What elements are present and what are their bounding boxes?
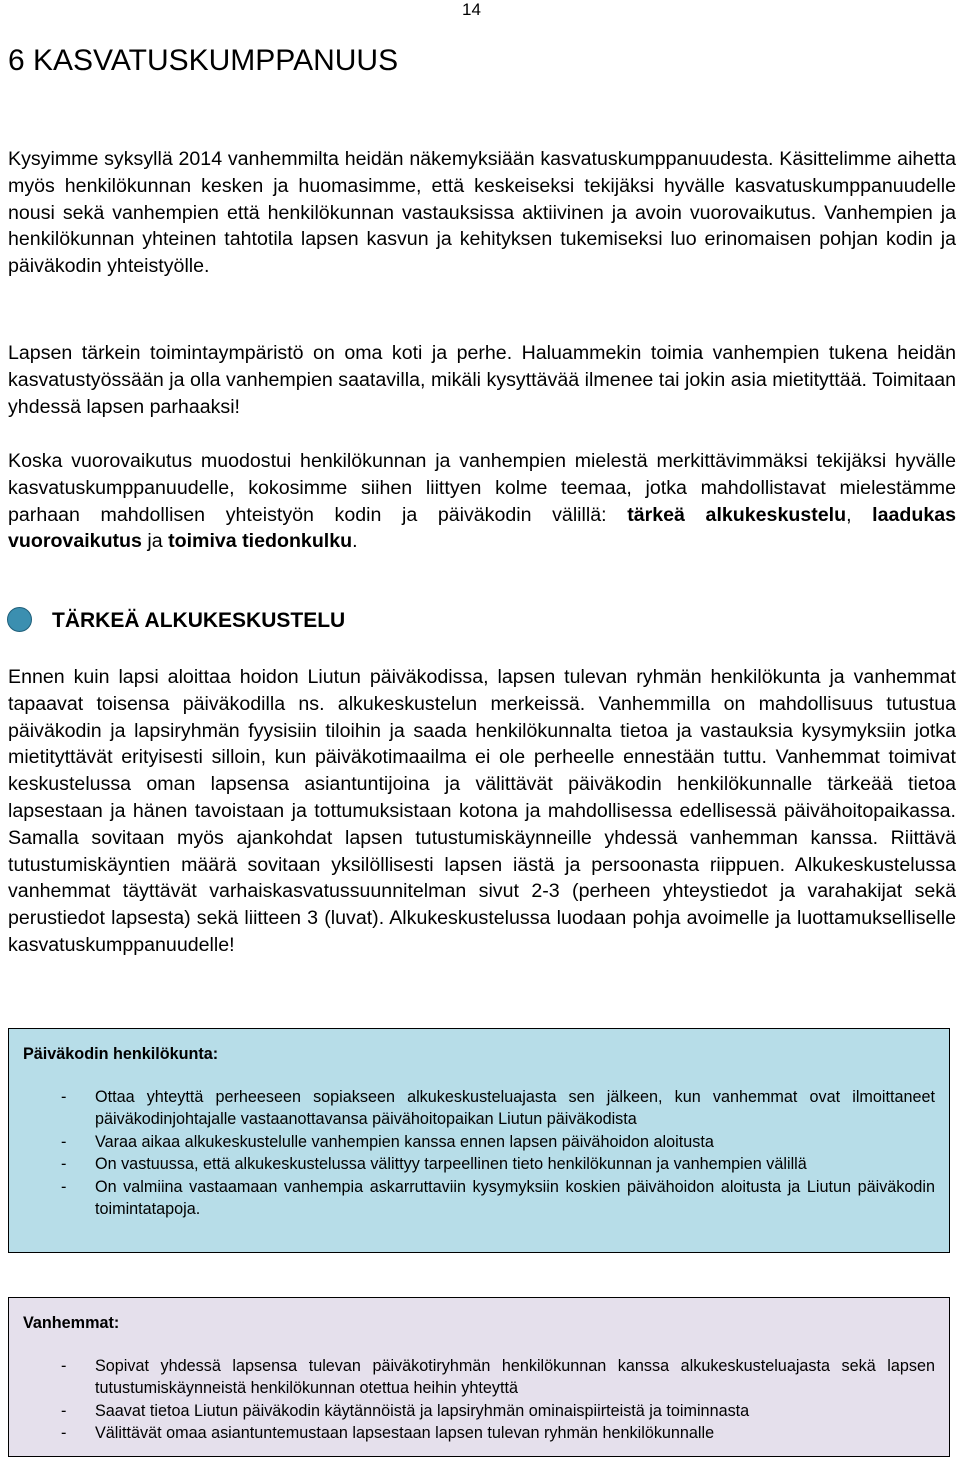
parents-list-item-text: Saavat tietoa Liutun päiväkodin käytännöistä ja lapsiryhmän ominaispiirteistä ja toiminnasta bbox=[95, 1401, 750, 1420]
staff-list-item bbox=[23, 1086, 935, 1131]
theme-separator-comma: , bbox=[846, 503, 852, 526]
theme-quality-interaction: laadukas vuorovaikutus bbox=[8, 503, 957, 553]
dash-bullet: - bbox=[61, 1132, 67, 1151]
staff-list-item bbox=[23, 1153, 935, 1176]
parents-list-item-text: Välittävät omaa asiantuntemustaan lapsestaan lapsen tulevan ryhmän henkilökunnalle bbox=[95, 1424, 715, 1442]
section-heading: TÄRKEÄ ALKUKESKUSTELU bbox=[52, 609, 346, 632]
staff-list-item-text: On valmiina vastaamaan vanhempia askarruttaviin kysymyksiin koskien päivähoidon aloitusta ja Liutun päiväkodin toimintatapoja. bbox=[95, 1177, 935, 1218]
theme-initial-discussion: tärkeä alkukeskustelu bbox=[627, 503, 847, 526]
page-number: 14 bbox=[462, 0, 481, 19]
parents-list-item-text: Sopivat yhdessä lapsensa tulevan päiväkotiryhmän henkilökunnan kanssa alkukeskusteluajasta sekä lapsen tutustumiskäynneistä henkilökunnan otettua heihin yhteyttä bbox=[95, 1356, 935, 1397]
parents-box-title: Vanhemmat: bbox=[23, 1314, 120, 1332]
dash-bullet: - bbox=[61, 1356, 67, 1375]
staff-list-item-text: On vastuussa, että alkukeskustelussa välittyy tarpeellinen tieto henkilökunnan ja vanhempien välillä bbox=[95, 1155, 807, 1173]
staff-list-item bbox=[23, 1176, 935, 1221]
dash-bullet: - bbox=[61, 1087, 67, 1106]
intro-paragraph-3 bbox=[8, 448, 956, 555]
parents-list-item bbox=[23, 1400, 935, 1423]
staff-box-title: Päiväkodin henkilökunta: bbox=[23, 1045, 219, 1063]
circle-bullet-icon bbox=[7, 607, 32, 632]
theme-information-flow: toimiva tiedonkulku bbox=[168, 530, 353, 553]
dash-bullet: - bbox=[61, 1401, 67, 1420]
chapter-title: 6 KASVATUSKUMPPANUUS bbox=[8, 44, 399, 77]
dash-bullet: - bbox=[61, 1424, 67, 1442]
dash-bullet: - bbox=[61, 1155, 67, 1173]
staff-list bbox=[23, 1086, 935, 1221]
staff-list-item-text: Ottaa yhteyttä perheeseen sopiakseen alkukeskusteluajasta sen jälkeen, kun vanhemmat ovat ilmoittaneet päiväkodinjohtajalle vastaanottavansa päivähoitopaikan Liutun päiväkodista bbox=[95, 1087, 935, 1128]
intro-paragraph-1: Kysyimme syksyllä 2014 vanhemmilta heidän näkemyksiään kasvatuskumppanuudesta. Käsittelimme aihetta myös henkilökunnan kesken ja huomasimme, että keskeiseksi tekijäksi hyvälle kasvatuskumppanuudelle nousi sekä vanhempien että henkilökunnan vastauksissa aktiivinen ja avoin vuorovaikutus. Vanhempien ja henkilökunnan yhteinen tahtotila lapsen kasvun ja kehityksen tukemiseksi luo erinomaisen pohjan kodin ja päiväkodin yhteistyölle. bbox=[8, 148, 956, 278]
staff-list-item-text: Varaa aikaa alkukeskustelulle vanhempien kanssa ennen lapsen päivähoidon aloitusta bbox=[95, 1132, 714, 1151]
intro-paragraph-2: Lapsen tärkein toimintaympäristö on oma koti ja perhe. Haluammekin toimia vanhempien tukena heidän kasvatustyössään ja olla vanhempien saatavilla, mikäli kysyttävää ilmenee tai jokin asia mietityttää. Toimitaan yhdessä lapsen parhaaksi! bbox=[8, 342, 956, 418]
theme-separator-and: ja bbox=[147, 530, 163, 553]
dash-bullet: - bbox=[61, 1177, 67, 1196]
parents-responsibilities-box bbox=[8, 1297, 950, 1457]
parents-list-item bbox=[23, 1355, 935, 1400]
section-body: Ennen kuin lapsi aloittaa hoidon Liutun päiväkodissa, lapsen tulevan ryhmän henkilökunta ja vanhemmat tapaavat toisensa päiväkodilla ns. alkukeskustelun merkeissä. Vanhemmilla on mahdollisuus tutustua päiväkodin ja lapsiryhmän fyysisiin tiloihin ja saada henkilökunnalta tietoa ja vastauksia kysymyksiin jotka mietityttävät erityisesti silloin, kun päiväkotimaailma ei ole perheelle ennestään tuttu. Vanhemmat toimivat keskustelussa oman lapsensa asiantuntijoina ja välittävät päiväkodin henkilökunnalle tärkeää tietoa lapsestaan ja hänen tavoistaan ja tottumuksistaan kotona ja mahdollisessa edellisessä päivähoitopaikassa. Samalla sovitaan myös ajankohdat lapsen tutustumiskäynneille yhdessä vanhemman kanssa. Riittävä tutustumiskäyntien määrä sovitaan yksilöllisesti lapsen iästä ja persoonasta riippuen. Alkukeskustelussa vanhemmat täyttävät varhaiskasvatussuunnitelman sivut 2-3 (perheen yhteystiedot ja varahakijat sekä perustiedot lapsesta) sekä liitteen 3 (luvat). Alkukeskustelussa luodaan pohja avoimelle ja luottamukselliselle kasvatuskumppanuudelle! bbox=[8, 666, 956, 956]
staff-list-item bbox=[23, 1131, 935, 1154]
intro-paragraph-3-text: Koska vuorovaikutus muodostui henkilökunnan ja vanhempien mielestä merkittävimmäksi tekijäksi hyvälle kasvatuskumppanuudelle, kokosimme siihen liittyen kolme teemaa, jotka mahdollistavat mielestämme parhaan mahdollisen yhteistyön kodin ja päiväkodin välillä: bbox=[8, 450, 956, 526]
staff-responsibilities-box bbox=[8, 1028, 950, 1253]
parents-list-item bbox=[23, 1422, 935, 1445]
intro-paragraph-3-end: . bbox=[352, 530, 358, 553]
parents-list bbox=[23, 1355, 935, 1445]
